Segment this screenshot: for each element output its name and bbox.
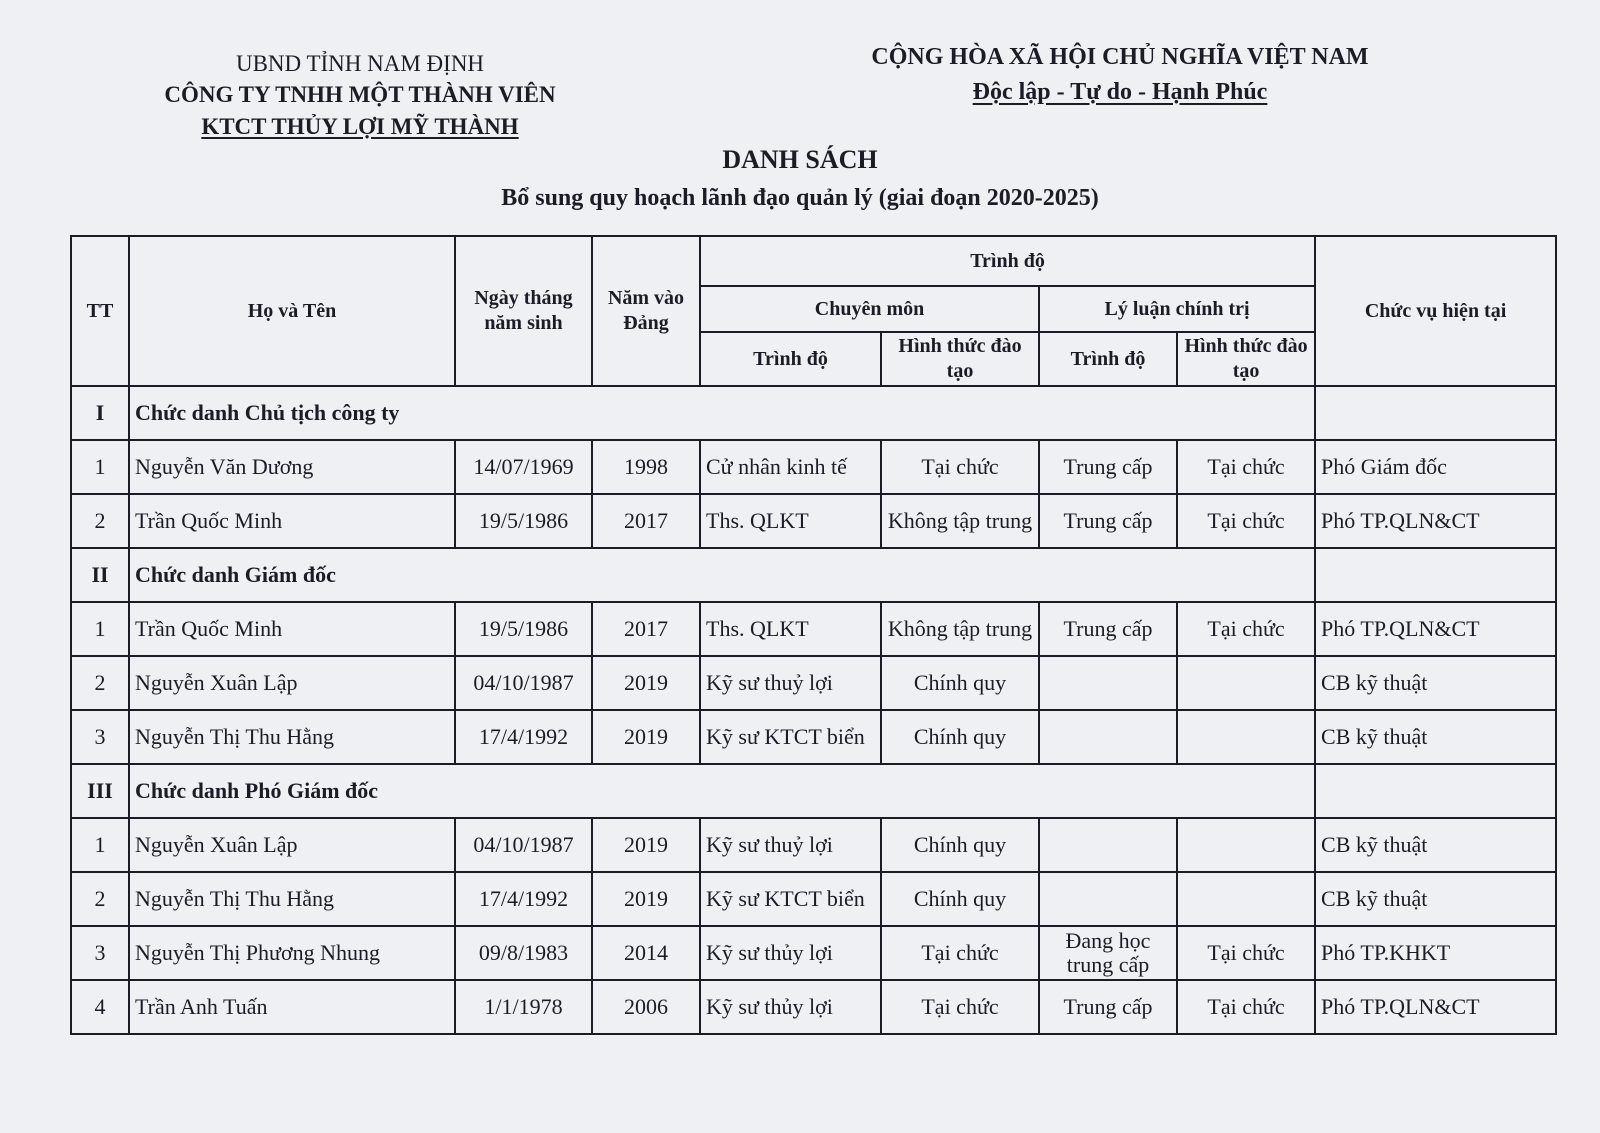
row-pol-form: [1177, 872, 1315, 926]
row-party-year: 2019: [592, 656, 700, 710]
row-name: Trần Quốc Minh: [129, 602, 455, 656]
national-header: [860, 40, 1380, 110]
row-pol-level: [1039, 872, 1177, 926]
row-position: Phó TP.QLN&CT: [1315, 602, 1556, 656]
section-number: III: [71, 764, 129, 818]
row-pro-level: Cử nhân kinh tế: [700, 440, 881, 494]
agency-header: [140, 48, 580, 143]
row-party-year: 2017: [592, 494, 700, 548]
row-party-year: 2019: [592, 710, 700, 764]
header-qualification: Trình độ: [700, 236, 1315, 286]
row-pro-level: Kỹ sư thuỷ lợi: [700, 818, 881, 872]
row-position: Phó TP.QLN&CT: [1315, 494, 1556, 548]
header-dob: Ngày tháng năm sinh: [455, 236, 592, 386]
row-pro-level: Kỹ sư thủy lợi: [700, 926, 881, 980]
row-name: Nguyễn Xuân Lập: [129, 656, 455, 710]
table-body: [71, 386, 1556, 1034]
header-political: Lý luận chính trị: [1039, 286, 1315, 332]
header-party-year: Năm vào Đảng: [592, 236, 700, 386]
row-position: Phó TP.QLN&CT: [1315, 980, 1556, 1034]
row-pro-level: Kỹ sư thủy lợi: [700, 980, 881, 1034]
row-pol-level: [1039, 656, 1177, 710]
row-pro-form: Không tập trung: [881, 602, 1039, 656]
row-pro-form: Chính quy: [881, 710, 1039, 764]
table-row: [71, 818, 1556, 872]
header-pol-level: Trình độ: [1039, 332, 1177, 386]
row-name: Trần Anh Tuấn: [129, 980, 455, 1034]
row-pol-level: Đang học trung cấp: [1039, 926, 1177, 980]
row-pol-form: Tại chức: [1177, 494, 1315, 548]
row-name: Nguyễn Xuân Lập: [129, 818, 455, 872]
row-pro-form: Chính quy: [881, 656, 1039, 710]
row-party-year: 2014: [592, 926, 700, 980]
row-name: Nguyễn Thị Thu Hằng: [129, 710, 455, 764]
section-row: [71, 764, 1556, 818]
row-pol-form: Tại chức: [1177, 926, 1315, 980]
header-position: Chức vụ hiện tại: [1315, 236, 1556, 386]
table-row: [71, 602, 1556, 656]
row-position: Phó Giám đốc: [1315, 440, 1556, 494]
row-pro-form: Tại chức: [881, 980, 1039, 1034]
row-pol-level: [1039, 818, 1177, 872]
header-professional: Chuyên môn: [700, 286, 1039, 332]
header-tt: TT: [71, 236, 129, 386]
table-row: [71, 656, 1556, 710]
row-pol-level: Trung cấp: [1039, 494, 1177, 548]
row-pro-form: Chính quy: [881, 818, 1039, 872]
table-row: [71, 710, 1556, 764]
row-tt: 2: [71, 494, 129, 548]
section-label: Chức danh Chủ tịch công ty: [129, 386, 1315, 440]
document-title: DANH SÁCH: [722, 145, 878, 174]
table-row: [71, 980, 1556, 1034]
row-pro-form: Chính quy: [881, 872, 1039, 926]
row-party-year: 2019: [592, 818, 700, 872]
section-row: [71, 548, 1556, 602]
row-pol-form: Tại chức: [1177, 602, 1315, 656]
row-pro-level: Ths. QLKT: [700, 602, 881, 656]
row-pol-form: [1177, 656, 1315, 710]
row-dob: 19/5/1986: [455, 494, 592, 548]
row-dob: 19/5/1986: [455, 602, 592, 656]
table-row: [71, 494, 1556, 548]
row-dob: 14/07/1969: [455, 440, 592, 494]
national-title: CỘNG HÒA XÃ HỘI CHỦ NGHĨA VIỆT NAM: [871, 44, 1369, 70]
row-dob: 17/4/1992: [455, 710, 592, 764]
agency-company: CÔNG TY TNHH MỘT THÀNH VIÊN: [164, 82, 556, 107]
row-position: CB kỹ thuật: [1315, 872, 1556, 926]
row-party-year: 2019: [592, 872, 700, 926]
header-pol-form: Hình thức đào tạo: [1177, 332, 1315, 386]
row-tt: 2: [71, 656, 129, 710]
row-pol-form: [1177, 710, 1315, 764]
row-pro-form: Tại chức: [881, 440, 1039, 494]
row-name: Nguyễn Thị Phương Nhung: [129, 926, 455, 980]
section-number: II: [71, 548, 129, 602]
row-tt: 4: [71, 980, 129, 1034]
row-pro-level: Kỹ sư KTCT biển: [700, 710, 881, 764]
row-tt: 1: [71, 440, 129, 494]
row-position: CB kỹ thuật: [1315, 710, 1556, 764]
row-pol-form: Tại chức: [1177, 440, 1315, 494]
table-row: [71, 926, 1556, 980]
row-dob: 17/4/1992: [455, 872, 592, 926]
header-pro-level: Trình độ: [700, 332, 881, 386]
row-tt: 1: [71, 818, 129, 872]
row-position: CB kỹ thuật: [1315, 818, 1556, 872]
row-name: Trần Quốc Minh: [129, 494, 455, 548]
agency-parent: UBND TỈNH NAM ĐỊNH: [235, 51, 485, 76]
row-pro-level: Kỹ sư thuỷ lợi: [700, 656, 881, 710]
row-dob: 09/8/1983: [455, 926, 592, 980]
row-name: Nguyễn Thị Thu Hằng: [129, 872, 455, 926]
national-motto: Độc lập - Tự do - Hạnh Phúc: [972, 79, 1268, 105]
row-position: Phó TP.KHKT: [1315, 926, 1556, 980]
row-dob: 04/10/1987: [455, 818, 592, 872]
row-tt: 3: [71, 926, 129, 980]
row-tt: 3: [71, 710, 129, 764]
row-pol-level: Trung cấp: [1039, 602, 1177, 656]
row-pol-level: [1039, 710, 1177, 764]
document-subtitle: Bổ sung quy hoạch lãnh đạo quản lý (giai đoạn 2020-2025): [501, 185, 1099, 211]
section-label: Chức danh Phó Giám đốc: [129, 764, 1315, 818]
table-row: [71, 872, 1556, 926]
section-label: Chức danh Giám đốc: [129, 548, 1315, 602]
section-number: I: [71, 386, 129, 440]
table-row: [71, 440, 1556, 494]
row-pol-form: [1177, 818, 1315, 872]
section-empty: [1315, 386, 1556, 440]
header-name: Họ và Tên: [129, 236, 455, 386]
row-party-year: 2017: [592, 602, 700, 656]
section-empty: [1315, 548, 1556, 602]
row-tt: 2: [71, 872, 129, 926]
personnel-table: [70, 235, 1557, 1035]
row-pro-level: Ths. QLKT: [700, 494, 881, 548]
row-pol-level: Trung cấp: [1039, 980, 1177, 1034]
row-dob: 04/10/1987: [455, 656, 592, 710]
row-pro-level: Kỹ sư KTCT biển: [700, 872, 881, 926]
row-party-year: 1998: [592, 440, 700, 494]
header-pro-form: Hình thức đào tạo: [881, 332, 1039, 386]
row-pol-form: Tại chức: [1177, 980, 1315, 1034]
section-empty: [1315, 764, 1556, 818]
row-tt: 1: [71, 602, 129, 656]
row-pro-form: Không tập trung: [881, 494, 1039, 548]
section-row: [71, 386, 1556, 440]
row-dob: 1/1/1978: [455, 980, 592, 1034]
row-name: Nguyễn Văn Dương: [129, 440, 455, 494]
row-pro-form: Tại chức: [881, 926, 1039, 980]
row-position: CB kỹ thuật: [1315, 656, 1556, 710]
agency-company-name: KTCT THỦY LỢI MỸ THÀNH: [201, 114, 519, 139]
row-party-year: 2006: [592, 980, 700, 1034]
row-pol-level: Trung cấp: [1039, 440, 1177, 494]
